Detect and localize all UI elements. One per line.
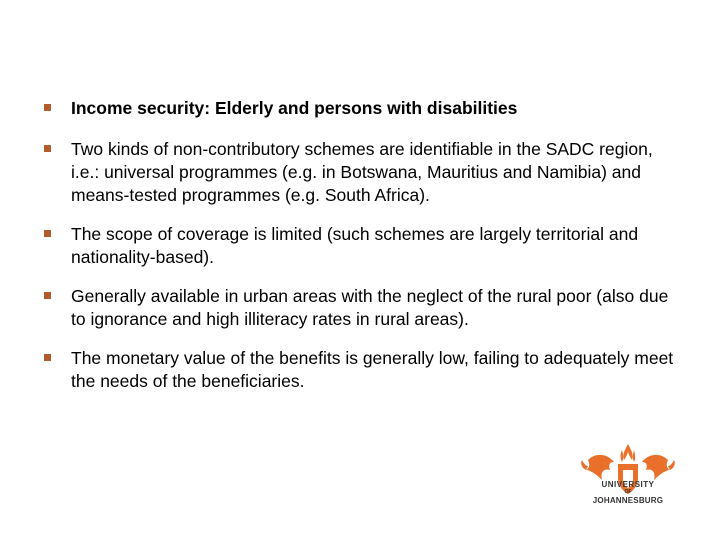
logo-line-university: UNIVERSITY xyxy=(601,480,655,489)
square-bullet-icon xyxy=(44,354,51,361)
bullet-text: Income security: Elderly and persons with disabilities xyxy=(71,98,518,118)
bullet-item xyxy=(44,223,684,269)
bullet-text: The scope of coverage is limited (such schemes are largely territorial and nationality-based). xyxy=(71,224,639,267)
square-bullet-icon xyxy=(44,230,51,237)
bullet-text: Two kinds of non-contributory schemes are identifiable in the SADC region, i.e.: universal programmes (e.g. in Botswana, Mauritius and Namibia) and means-tested programmes (e.g. South Africa). xyxy=(71,139,653,205)
bullet-item xyxy=(44,97,684,120)
bullet-text: Generally available in urban areas with the neglect of the rural poor (also due to ignorance and high illiteracy rates in rural areas). xyxy=(71,286,669,329)
university-wordmark xyxy=(580,480,676,506)
bullet-item xyxy=(44,347,684,393)
square-bullet-icon xyxy=(44,104,51,111)
bullet-item xyxy=(44,138,684,207)
bullet-list xyxy=(44,97,684,409)
bullet-text: The monetary value of the benefits is generally low, failing to adequately meet the needs of the beneficiaries. xyxy=(71,348,674,391)
logo-line-of: OF xyxy=(624,489,632,495)
square-bullet-icon xyxy=(44,145,51,152)
logo-line-johannesburg: JOHANNESBURG xyxy=(592,496,664,505)
bullet-item xyxy=(44,285,684,331)
square-bullet-icon xyxy=(44,292,51,299)
